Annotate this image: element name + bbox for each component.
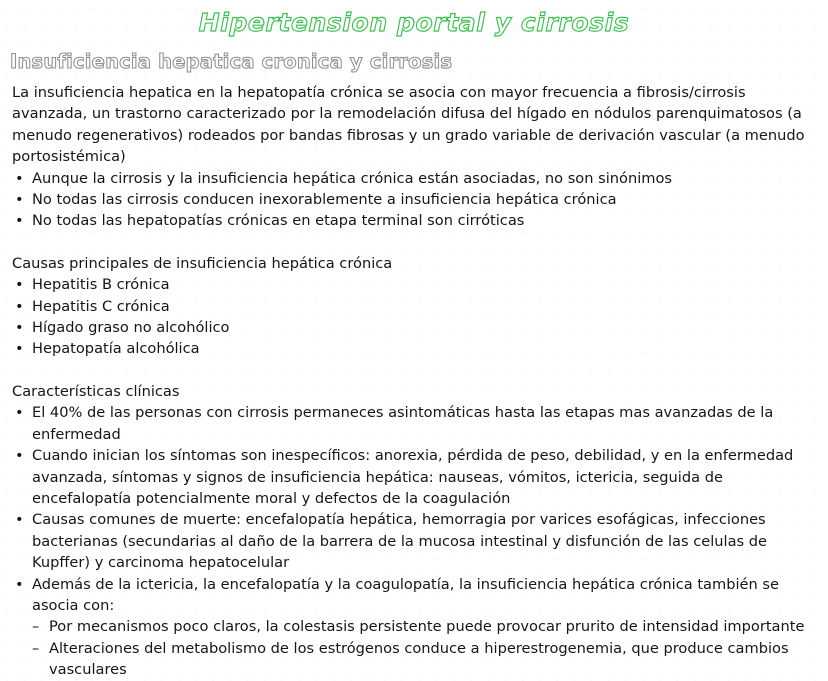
list-item-text: Hepatitis C crónica bbox=[32, 297, 170, 315]
bullet-marker: • bbox=[15, 276, 24, 294]
section-subtitle: Insuficiencia hepatica cronica y cirrosis bbox=[10, 50, 453, 73]
list-item bbox=[12, 189, 824, 210]
clinical-sub-bullet-list bbox=[32, 616, 824, 680]
section-spacer bbox=[12, 360, 824, 381]
list-item bbox=[12, 317, 824, 338]
bullet-marker: • bbox=[15, 447, 24, 465]
list-item-text: Aunque la cirrosis y la insuficiencia hepática crónica están asociadas, no son sinónimos bbox=[32, 169, 673, 187]
list-item bbox=[12, 574, 824, 681]
bullet-marker: • bbox=[15, 575, 24, 593]
bullet-marker: • bbox=[15, 319, 24, 337]
bullet-marker: • bbox=[15, 212, 24, 230]
slide-content bbox=[12, 82, 824, 681]
sub-list-item-text: Por mecanismos poco claros, la colestasis persistente puede provocar prurito de intensidad importante bbox=[49, 618, 805, 636]
bullet-marker: • bbox=[15, 340, 24, 358]
sub-list-item bbox=[32, 616, 824, 637]
list-item bbox=[12, 168, 824, 189]
list-item-text: Causas comunes de muerte: encefalopatía hepática, hemorragia por varices esofágicas, infecciones bacterianas (secundarias al daño de la barrera de la mucosa intestinal y disfunción de las celulas de Kupffer) y carcinoma hepatocelular bbox=[32, 511, 768, 572]
list-item-text: El 40% de las personas con cirrosis permaneces asintomáticas hasta las etapas mas avanzadas de la enfermedad bbox=[32, 404, 774, 443]
dash-marker: – bbox=[32, 639, 40, 657]
section-spacer bbox=[12, 232, 824, 253]
bullet-marker: • bbox=[15, 169, 24, 187]
clinical-heading: Características clínicas bbox=[12, 382, 180, 400]
list-item bbox=[12, 509, 824, 573]
sub-list-item-text: Alteraciones del metabolismo de los estrógenos conduce a hiperestrogenemia, que produce cambios vasculares bbox=[49, 639, 789, 679]
list-item bbox=[12, 210, 824, 231]
bullet-marker: • bbox=[15, 404, 24, 422]
causes-heading: Causas principales de insuficiencia hepática crónica bbox=[12, 254, 393, 272]
list-item bbox=[12, 445, 824, 509]
list-item-text: Hepatitis B crónica bbox=[32, 276, 170, 294]
list-item bbox=[12, 338, 824, 359]
page-title: Hipertension portal y cirrosis bbox=[198, 8, 630, 37]
list-item bbox=[12, 296, 824, 317]
sub-list-item bbox=[32, 638, 824, 681]
causes-bullet-list bbox=[12, 274, 824, 360]
list-item-text: No todas las cirrosis conducen inexorablemente a insuficiencia hepática crónica bbox=[32, 191, 617, 209]
list-item-text: Cuando inician los síntomas son inespecíficos: anorexia, pérdida de peso, debilidad, y en la enfermedad avanzada, síntomas y signos de insuficiencia hepática: nauseas, vómitos, ictericia, seguida de encefalopatía potencialmente moral y defectos de la coagulación bbox=[32, 447, 794, 507]
intro-bullet-list bbox=[12, 168, 824, 232]
list-item bbox=[12, 274, 824, 295]
intro-paragraph: La insuficiencia hepatica en la hepatopatía crónica se asocia con mayor frecuencia a fibrosis/cirrosis avanzada, un trastorno caracterizado por la remodelación difusa del hígado en nódulos parenquimatosos (a menudo regenerativos) rodeados por bandas fibrosas y un grado variable de derivación vascular (a menudo portosistémica) bbox=[12, 84, 805, 166]
dash-marker: – bbox=[32, 618, 40, 636]
clinical-bullet-list bbox=[12, 402, 824, 680]
list-item-text: Hepatopatía alcohólica bbox=[32, 340, 200, 358]
list-item bbox=[12, 402, 824, 445]
bullet-marker: • bbox=[15, 297, 24, 315]
list-item-text: Hígado graso no alcohólico bbox=[32, 319, 230, 337]
list-item-text: No todas las hepatopatías crónicas en etapa terminal son cirróticas bbox=[32, 212, 525, 230]
bullet-marker: • bbox=[15, 511, 24, 529]
bullet-marker: • bbox=[15, 191, 24, 209]
list-item-text: Además de la ictericia, la encefalopatía y la coagulopatía, la insuficiencia hepática crónica también se asocia con: bbox=[32, 575, 779, 614]
